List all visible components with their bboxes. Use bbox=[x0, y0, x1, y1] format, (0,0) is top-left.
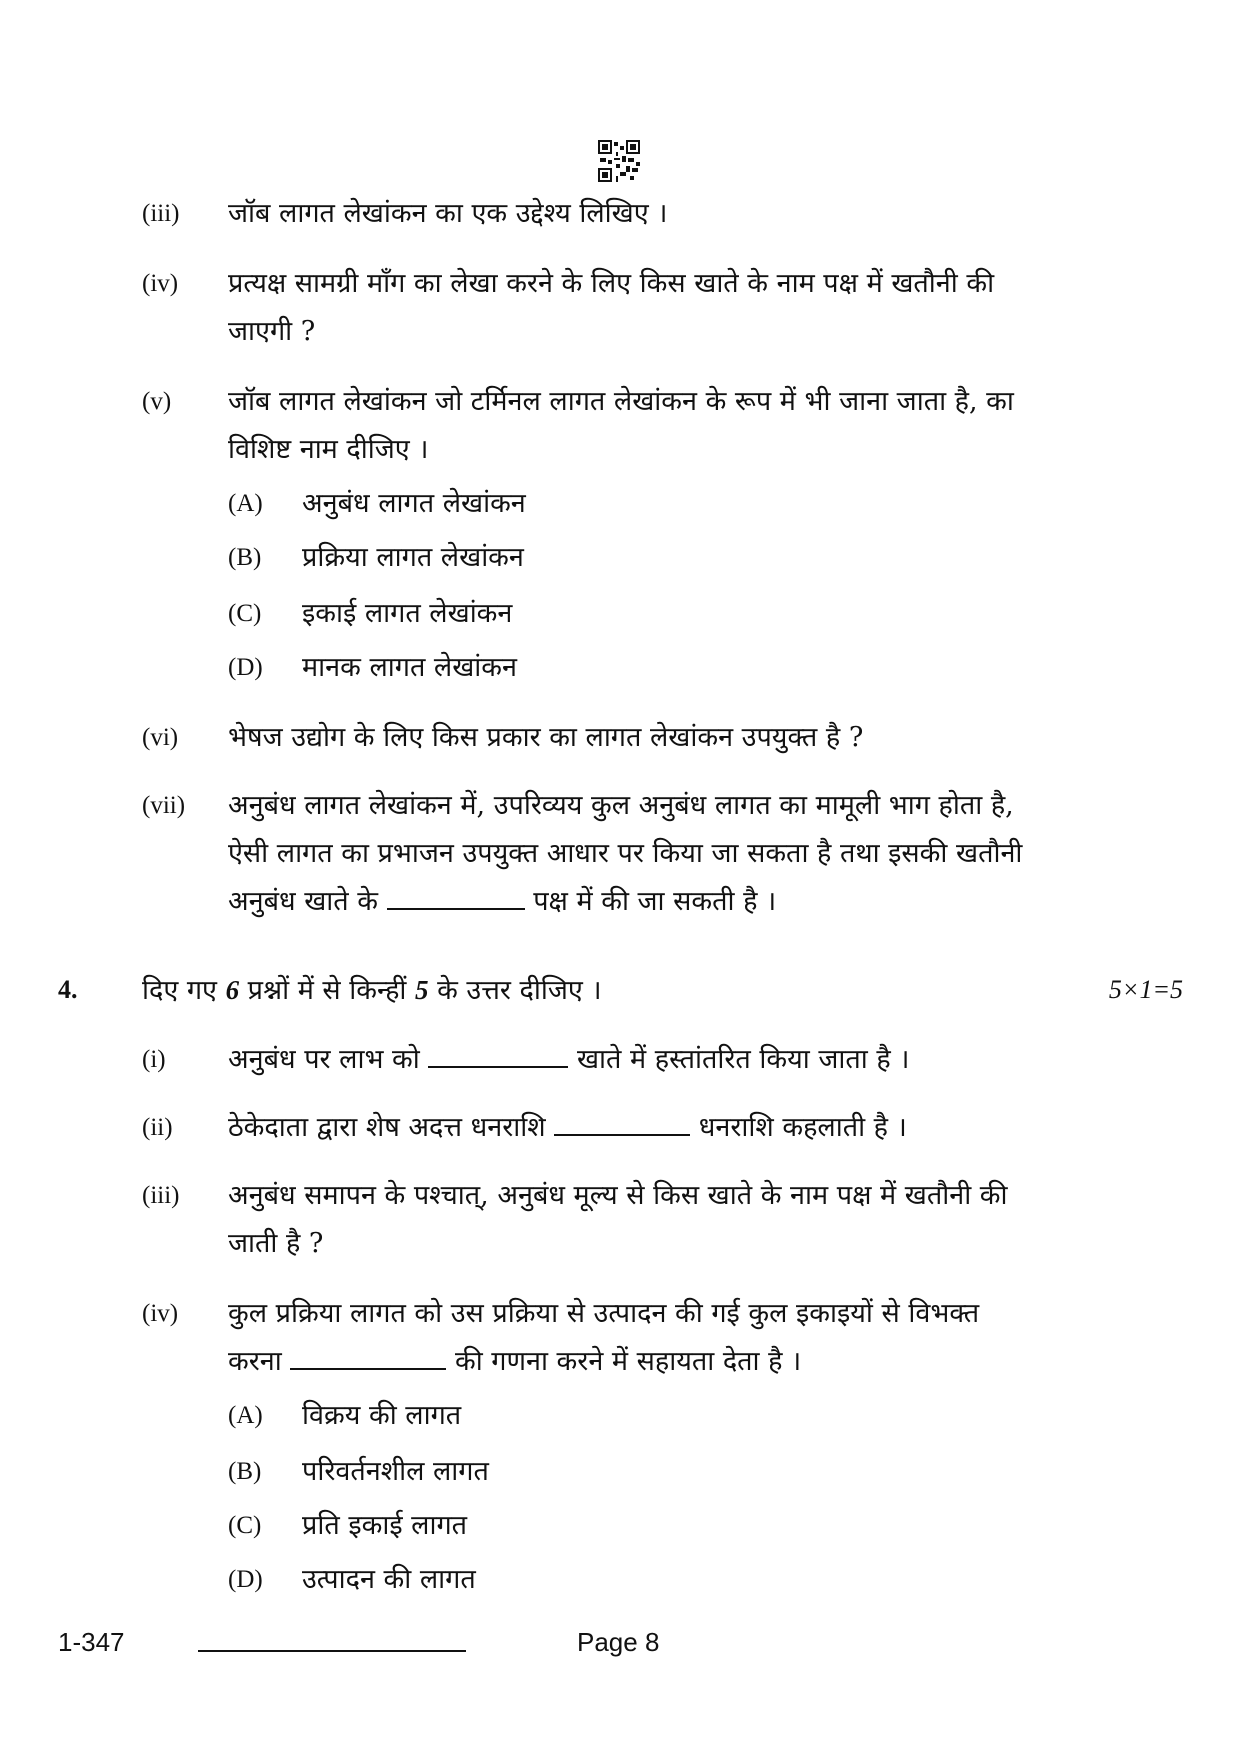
q4-marks: 5×1=5 bbox=[1108, 975, 1183, 1004]
q4-ii-number: (ii) bbox=[142, 1114, 173, 1141]
q4-iv-line2-before: करना bbox=[228, 1346, 282, 1377]
q3-v-text-line2: विशिष्ट नाम दीजिए । bbox=[228, 434, 429, 465]
q4-i-number: (i) bbox=[142, 1046, 166, 1073]
fill-blank bbox=[290, 1344, 446, 1370]
fill-blank bbox=[428, 1042, 568, 1068]
q3-iii-text: जॉब लागत लेखांकन का एक उद्देश्य लिखिए । bbox=[228, 198, 668, 229]
q3-iii-number: (iii) bbox=[142, 200, 180, 227]
q4-iv-number: (iv) bbox=[142, 1300, 179, 1327]
q3-v-option-c-text: इकाई लागत लेखांकन bbox=[302, 598, 513, 629]
q3-vii-text-line2: ऐसी लागत का प्रभाजन उपयुक्त आधार पर किया जा सकता है तथा इसकी खतौनी bbox=[228, 838, 1023, 869]
q4-iv-option-c-letter: (C) bbox=[228, 1512, 262, 1539]
q4-iv-option-b-text: परिवर्तनशील लागत bbox=[302, 1456, 489, 1487]
fill-blank bbox=[387, 884, 525, 910]
q3-v-text-line1: जॉब लागत लेखांकन जो टर्मिनल लागत लेखांकन के रूप में भी जाना जाता है, का bbox=[228, 386, 1014, 417]
q4-iv-option-c-text: प्रति इकाई लागत bbox=[302, 1510, 468, 1541]
q3-v-option-b-text: प्रक्रिया लागत लेखांकन bbox=[302, 542, 524, 573]
q4-iv-option-d-letter: (D) bbox=[228, 1566, 263, 1593]
q4-ii-after: धनराशि कहलाती है । bbox=[698, 1112, 907, 1143]
q3-v-option-c-letter: (C) bbox=[228, 600, 262, 627]
q4-iv-text-line2 bbox=[228, 1344, 801, 1380]
q3-vii-line3-after: पक्ष में की जा सकती है । bbox=[533, 886, 777, 917]
q3-iv-text-line2: जाएगी ? bbox=[228, 316, 316, 347]
q4-i-text bbox=[228, 1042, 909, 1078]
q4-intro-number-total: 6 bbox=[225, 975, 240, 1005]
q3-vi-text: भेषज उद्योग के लिए किस प्रकार का लागत लेखांकन उपयुक्त है ? bbox=[228, 722, 864, 753]
q4-iv-option-d-text: उत्पादन की लागत bbox=[302, 1564, 476, 1595]
q3-v-option-d-text: मानक लागत लेखांकन bbox=[302, 652, 518, 683]
q4-number: 4. bbox=[58, 975, 78, 1004]
q3-vii-text-line1: अनुबंध लागत लेखांकन में, उपरिव्यय कुल अनुबंध लागत का मामूली भाग होता है, bbox=[228, 790, 1014, 821]
q4-instruction bbox=[142, 972, 602, 1009]
q3-v-option-a-text: अनुबंध लागत लेखांकन bbox=[302, 488, 526, 519]
q4-ii-before: ठेकेदाता द्वारा शेष अदत्त धनराशि bbox=[228, 1112, 546, 1143]
q3-v-number: (v) bbox=[142, 388, 172, 415]
q4-intro-part-a: दिए गए bbox=[142, 975, 217, 1006]
q3-vii-number: (vii) bbox=[142, 792, 186, 819]
q4-intro-part-c: के उत्तर दीजिए । bbox=[437, 975, 602, 1006]
q4-iii-text-line2: जाती है ? bbox=[228, 1228, 324, 1259]
q4-i-before: अनुबंध पर लाभ को bbox=[228, 1044, 420, 1075]
q3-vii-text-line3 bbox=[228, 884, 776, 920]
q3-iv-number: (iv) bbox=[142, 270, 179, 297]
q4-iv-option-a-text: विक्रय की लागत bbox=[302, 1400, 462, 1431]
q4-iii-number: (iii) bbox=[142, 1182, 180, 1209]
q4-ii-text bbox=[228, 1110, 907, 1146]
q4-iv-line2-after: की गणना करने में सहायता देता है । bbox=[454, 1346, 802, 1377]
q4-iv-text-line1: कुल प्रक्रिया लागत को उस प्रक्रिया से उत्पादन की गई कुल इकाइयों से विभक्त bbox=[228, 1298, 980, 1329]
q4-intro-part-b: प्रश्नों में से किन्हीं bbox=[247, 975, 407, 1006]
qr-code-icon bbox=[598, 140, 640, 182]
q3-v-option-d-letter: (D) bbox=[228, 654, 263, 681]
footer-rule bbox=[198, 1650, 466, 1652]
fill-blank bbox=[554, 1110, 690, 1136]
q3-v-option-b-letter: (B) bbox=[228, 544, 262, 571]
q3-vii-line3-before: अनुबंध खाते के bbox=[228, 886, 379, 917]
q4-i-after: खाते में हस्तांतरित किया जाता है । bbox=[576, 1044, 910, 1075]
q4-intro-number-attempt: 5 bbox=[415, 975, 429, 1005]
q4-iv-option-a-letter: (A) bbox=[228, 1402, 263, 1429]
q4-iv-option-b-letter: (B) bbox=[228, 1458, 262, 1485]
page-number: Page 8 bbox=[577, 1627, 660, 1657]
q3-v-option-a-letter: (A) bbox=[228, 490, 263, 517]
q3-iv-text-line1: प्रत्यक्ष सामग्री माँग का लेखा करने के लिए किस खाते के नाम पक्ष में खतौनी की bbox=[228, 268, 995, 299]
paper-code: 1-347 bbox=[58, 1627, 125, 1657]
q3-vi-number: (vi) bbox=[142, 724, 179, 751]
q4-iii-text-line1: अनुबंध समापन के पश्चात्, अनुबंध मूल्य से किस खाते के नाम पक्ष में खतौनी की bbox=[228, 1180, 1008, 1211]
